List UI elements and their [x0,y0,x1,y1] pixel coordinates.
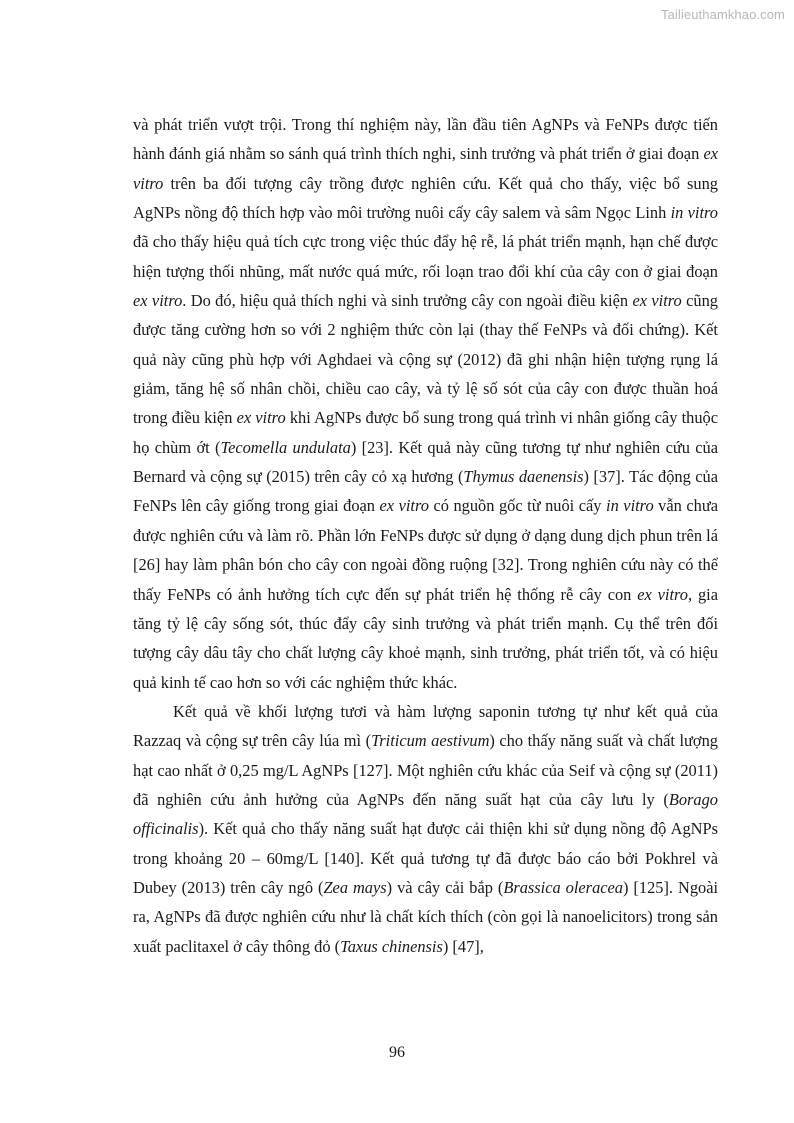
text-run: trên ba đối tượng cây trồng được nghiên cứu. Kết quả cho thấy, việc bổ sung AgNPs nồng độ thích hợp vào môi trường nuôi cấy cây salem và sâm Ngọc Linh [133,173,718,223]
italic-term: Zea mays [323,877,387,897]
italic-term: ex vitro [133,144,718,193]
italic-term: ex vitro [133,291,183,311]
text-run: vẫn chưa được nghiên cứu và làm rõ. Phần lớn FeNPs được sử dụng ở dạng dung dịch phun trên lá [26] hay làm phân bón cho cây con ngoài đồng ruộng [32]. Trong nghiên cứu này có thể thấy FeNPs có ảnh hưởng tích cực đến sự phát triển hệ thống rễ cây con [133,496,718,604]
text-run: . Do đó, hiệu quả thích nghi và sinh trưởng cây con ngoài điều kiện [182,291,633,311]
text-run: Kết quả về khối lượng tươi và hàm lượng saponin tương tự như kết quả của Razzaq và cộng sự trên cây lúa mì ( [133,701,718,751]
text-run: ) và cây cải bắp ( [386,877,504,897]
text-run: ) [37]. Tác động của FeNPs lên cây giống trong giai đoạn [133,467,718,516]
text-run: ). Kết quả cho thấy năng suất hạt được cải thiện khi sử dụng nồng độ AgNPs trong khoảng 20 – 60mg/L [140]. Kết quả tương tự đã được báo cáo bởi Pokhrel và Dubey (2013) trên cây ngô ( [133,819,718,897]
text-run: có nguồn gốc từ nuôi cấy [428,496,607,516]
text-run: ) [47], [442,936,484,956]
page-number: 96 [389,1044,405,1061]
italic-term: ex vitro [379,496,429,516]
page-body [133,110,718,961]
italic-term: Thymus daenensis [463,467,584,487]
text-run: cũng được tăng cường hơn so với 2 nghiệm thức còn lại (thay thế FeNPs và đối chứng). Kết quả này cũng phù hợp với Aghdaei và cộng sự (2012) đã ghi nhận hiện tượng rụng lá giảm, tăng hệ số nhân chồi, chiều cao cây, và tỷ lệ số sót của cây con được thuần hoá trong điều kiện [133,291,718,428]
italic-term: in vitro [606,496,654,516]
italic-term: Brassica oleracea [503,877,624,897]
paragraph-1 [133,110,718,697]
text-run: , gia tăng tỷ lệ cây sống sót, thúc đẩy cây sinh trưởng và phát triển mạnh. Cụ thể trên đối tượng cây dâu tây cho chất lượng cây khoẻ mạnh, sinh trưởng, phát triển tốt, và có hiệu quả kinh tế cao hơn so với các nghiệm thức khác. [133,584,718,692]
italic-term: Borago officinalis [133,789,718,839]
text-run: đã cho thấy hiệu quả tích cực trong việc thúc đẩy hệ rễ, lá phát triển mạnh, hạn chế được hiện tượng thối nhũng, mất nước quá mức, rối loạn trao đổi khí của cây con ở giai đoạn [133,232,718,281]
text-run: và phát triển vượt trội. Trong thí nghiệm này, lần đầu tiên AgNPs và FeNPs được tiến hành đánh giá nhằm so sánh quá trình thích nghi, sinh trưởng và phát triển ở giai đoạn [133,115,718,164]
italic-term: in vitro [670,203,718,223]
italic-term: ex vitro [637,584,688,604]
paragraph-2 [133,697,718,961]
italic-term: Tecomella undulata [220,437,351,457]
italic-term: ex vitro [236,408,286,428]
italic-term: Taxus chinensis [340,936,443,956]
text-run: ) [23]. Kết quả này cũng tương tự như nghiên cứu của Bernard và cộng sự (2015) trên cây cỏ xạ hương ( [133,437,718,487]
text-run: khi AgNPs được bổ sung trong quá trình vi nhân giống cây thuộc họ chùm ớt ( [133,408,718,457]
italic-term: ex vitro [632,291,682,311]
italic-term: Triticum aestivum [371,731,490,751]
text-run: ) [125]. Ngoài ra, AgNPs đã được nghiên cứu như là chất kích thích (còn gọi là nanoelicitors) trong sản xuất paclitaxel ở cây thông đỏ ( [133,877,719,956]
text-run: ) cho thấy năng suất và chất lượng hạt cao nhất ở 0,25 mg/L AgNPs [127]. Một nghiên cứu khác của Seif và cộng sự (2011) đã nghiên cứu ảnh hưởng của AgNPs đến năng suất hạt của cây lưu ly ( [133,731,718,809]
watermark: Tailieuthamkhao.com [660,7,785,22]
